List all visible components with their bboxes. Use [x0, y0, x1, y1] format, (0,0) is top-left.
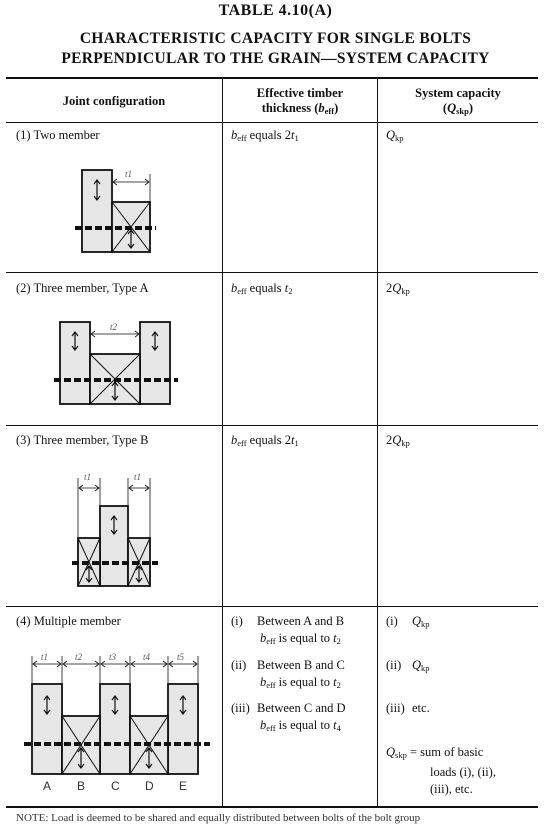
- table-title-line1: CHARACTERISTIC CAPACITY FOR SINGLE BOLTS: [79, 30, 472, 47]
- header-joint-configuration: Joint configuration: [62, 94, 166, 108]
- row-label: (4) Multiple member: [16, 614, 121, 628]
- member-label-a: A: [43, 779, 52, 793]
- row-separator-3: [6, 606, 538, 607]
- row-label: (2) Three member, Type A: [16, 281, 149, 295]
- member-label-e: E: [179, 779, 188, 793]
- capacity-i: (i) $Q_{kp}$: [386, 614, 430, 629]
- effective-thickness-value: $b_{eff}$ equals $t_2$: [231, 281, 293, 296]
- dimension-label: t1: [84, 472, 92, 482]
- table-number: TABLE 4.10(A): [218, 2, 333, 19]
- header-effective-thickness: Effective timber thickness $(b_{eff})$: [256, 86, 344, 116]
- dimension-label: t4: [143, 652, 151, 662]
- row-separator-1: [6, 272, 538, 273]
- dimension-label: t5: [177, 652, 185, 662]
- dimension-label: t2: [110, 322, 118, 332]
- table-title-line2: PERPENDICULAR TO THE GRAIN—SYSTEM CAPACITY: [61, 50, 490, 67]
- effective-thickness-value: $b_{eff}$ equals $2t_1$: [231, 128, 299, 143]
- column-divider-2: [377, 79, 378, 806]
- effective-thickness-value: $b_{eff}$ equals $2t_1$: [231, 433, 299, 448]
- option-ii: (ii) Between B and C $b_{eff}$ is equal to $t_2$: [231, 658, 345, 690]
- dimension-label: t2: [75, 652, 83, 662]
- row-label: (1) Two member: [16, 128, 100, 142]
- header-system-capacity: System capacity $(Q_{skp})$: [415, 86, 501, 116]
- system-capacity-value: $2Q_{kp}$: [386, 433, 410, 448]
- dimension-label: t1: [41, 652, 49, 662]
- capacity-iii: (iii) etc.: [386, 701, 430, 715]
- three-member-type-a-diagram: [50, 312, 182, 412]
- dimension-label: t3: [109, 652, 117, 662]
- member-label-b: B: [77, 779, 86, 793]
- table-note: NOTE: Load is deemed to be shared and equally distributed between bolts of the bolt group: [16, 812, 421, 824]
- multiple-member-joint-diagram: [20, 644, 216, 796]
- option-i: (i) Between A and B $b_{eff}$ is equal to $t_2$: [231, 614, 345, 646]
- table-top-rule: [6, 77, 538, 79]
- system-capacity-value: $2Q_{kp}$: [386, 281, 410, 296]
- row-separator-2: [6, 425, 538, 426]
- table-bottom-rule: [6, 806, 538, 808]
- dimension-label: t1: [125, 169, 133, 179]
- two-member-joint-diagram: [70, 162, 160, 262]
- row-label: (3) Three member, Type B: [16, 433, 149, 447]
- system-capacity-value: $Q_{kp}$: [386, 128, 404, 143]
- capacity-ii: (ii) $Q_{kp}$: [386, 658, 430, 673]
- column-divider-1: [222, 79, 223, 806]
- capacity-sum-note: $Q_{skp}$ = sum of basic loads (i), (ii), (iii), etc.: [386, 745, 496, 796]
- option-iii: (iii) Between C and D $b_{eff}$ is equal to $t_4$: [231, 701, 346, 733]
- three-member-type-b-diagram: [68, 466, 162, 592]
- dimension-label: t1: [134, 472, 142, 482]
- member-label-d: D: [145, 779, 154, 793]
- member-label-c: C: [111, 779, 120, 793]
- header-separator: [6, 122, 538, 123]
